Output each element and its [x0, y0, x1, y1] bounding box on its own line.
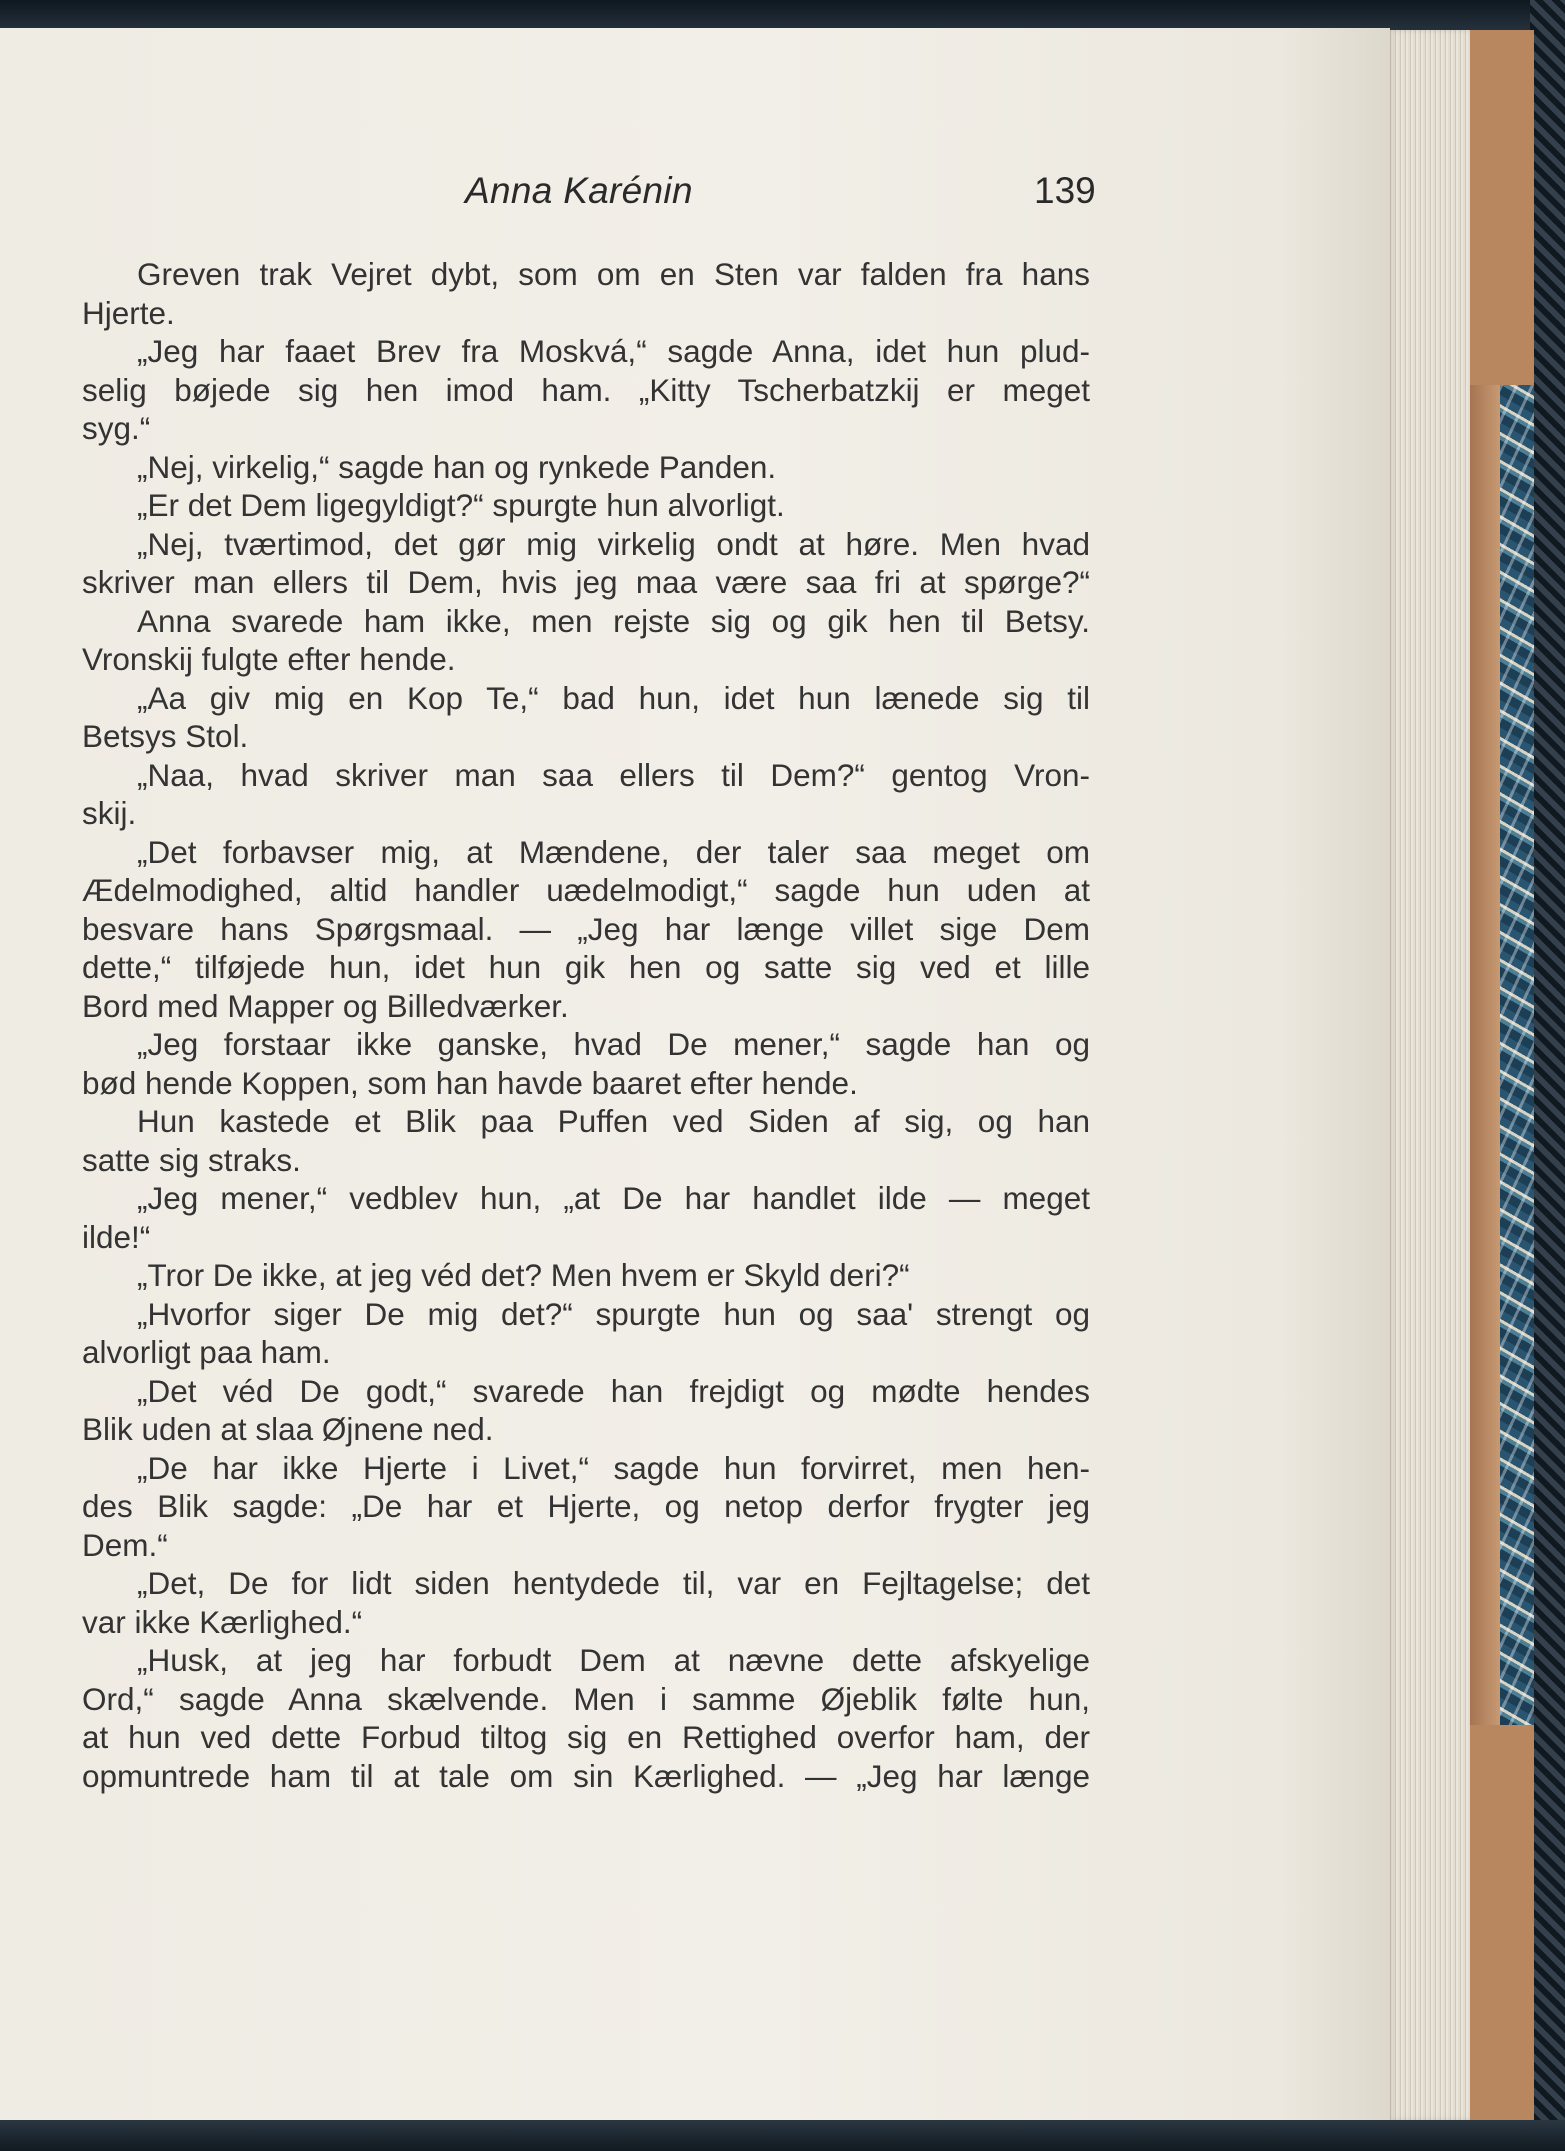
text-line: „Jeg mener,“ vedblev hun, „at De har handlet ilde — meget: [137, 1180, 1090, 1216]
text-line: Anna svarede ham ikke, men rejste sig og gik hen til Betsy.: [137, 602, 1090, 639]
text-line: var ikke Kærlighed.“: [82, 1603, 363, 1640]
text-line: Ord,“ sagde Anna skælvende. Men i samme Øjeblik følte hun,: [82, 1680, 1090, 1717]
page-number: 139: [1034, 170, 1096, 211]
cover-leather-strip: [1470, 385, 1500, 1725]
text-line: Blik uden at slaa Øjnene ned.: [82, 1411, 494, 1447]
backdrop-right: [1530, 0, 1565, 2151]
page-edges: [1388, 30, 1470, 2120]
text-line: dette,“ tilføjede hun, idet hun gik hen og satte sig ved et lille: [82, 949, 1090, 985]
text-line: alvorligt paa ham.: [82, 1334, 331, 1370]
backdrop-bottom: [0, 2120, 1565, 2151]
text-line: „Det forbavser mig, at Mændene, der taler saa meget om: [137, 833, 1090, 870]
text-line: ilde!“: [82, 1218, 151, 1255]
text-line: Greven trak Vejret dybt, som om en Sten var falden fra hans: [137, 256, 1090, 292]
text-line: „Jeg har faaet Brev fra Moskvá,“ sagde Anna, idet hun plud-: [137, 333, 1090, 369]
text-line: Hun kastede et Blik paa Puffen ved Siden af sig, og han: [137, 1103, 1090, 1139]
text-line: besvare hans Spørgsmaal. — „Jeg har længe villet sige Dem: [82, 910, 1090, 947]
text-line: satte sig straks.: [82, 1141, 301, 1178]
text-line: Betsys Stol.: [82, 718, 249, 754]
text-line: skij.: [82, 795, 137, 831]
text-line: „Jeg forstaar ikke ganske, hvad De mener,“ sagde han og: [137, 1026, 1090, 1062]
text-line: „Tror De ikke, at jeg véd det? Men hvem er Skyld deri?“: [137, 1257, 910, 1293]
text-line: des Blik sagde: „De har et Hjerte, og netop derfor frygter jeg: [82, 1488, 1090, 1524]
text-line: „Nej, virkelig,“ sagde han og rynkede Panden.: [137, 448, 777, 485]
text-line: „Er det Dem ligegyldigt?“ spurgte hun alvorligt.: [137, 487, 785, 523]
marbled-endpaper: [1500, 385, 1534, 1725]
text-line: syg.“: [82, 410, 151, 446]
text-line: Bord med Mapper og Billedværker.: [82, 987, 569, 1024]
text-line: Hjerte.: [82, 294, 175, 331]
text-line: bød hende Koppen, som han havde baaret efter hende.: [82, 1064, 858, 1101]
text-line: „Husk, at jeg har forbudt Dem at nævne dette afskyelige: [137, 1642, 1090, 1678]
text-line: „Det véd De godt,“ svarede han frejdigt og mødte hendes: [137, 1372, 1090, 1409]
text-line: opmuntrede ham til at tale om sin Kærlighed. — „Jeg har længe: [82, 1757, 1090, 1794]
text-line: Dem.“: [82, 1526, 168, 1563]
text-line: „Nej, tværtimod, det gør mig virkelig ondt at høre. Men hvad: [137, 525, 1090, 562]
running-head: [0, 160, 1390, 220]
text-line: at hun ved dette Forbud tiltog sig en Rettighed overfor ham, der: [82, 1719, 1090, 1755]
text-line: „Hvorfor siger De mig det?“ spurgte hun og saa' strengt og: [137, 1295, 1090, 1332]
text-line: „Naa, hvad skriver man saa ellers til Dem?“ gentog Vron-: [137, 756, 1090, 793]
text-line: „De har ikke Hjerte i Livet,“ sagde hun forvirret, men hen-: [137, 1449, 1090, 1486]
text-line: Vronskij fulgte efter hende.: [82, 641, 456, 677]
text-line: „Det, De for lidt siden hentydede til, var en Fejltagelse; det: [137, 1565, 1090, 1601]
text-line: skriver man ellers til Dem, hvis jeg maa være saa fri at spørge?“: [82, 564, 1090, 600]
text-line: Ædelmodighed, altid handler uædelmodigt,“ sagde hun uden at: [82, 872, 1090, 908]
running-title: Anna Karénin: [465, 170, 693, 211]
text-line: „Aa giv mig en Kop Te,“ bad hun, idet hun lænede sig til: [137, 679, 1090, 716]
body-text: [82, 255, 1090, 1795]
text-line: selig bøjede sig hen imod ham. „Kitty Tscherbatzkij er meget: [82, 371, 1090, 408]
